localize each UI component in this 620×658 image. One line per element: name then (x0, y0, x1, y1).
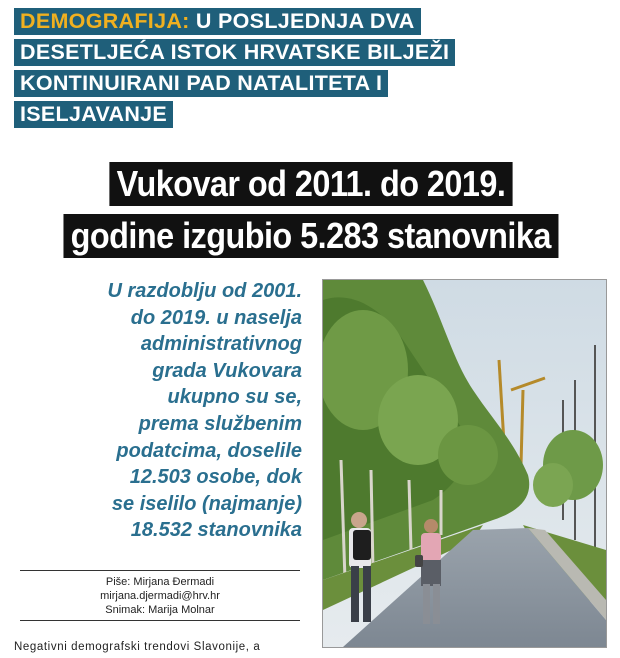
kicker-line-2: DESETLJEĆA ISTOK HRVATSKE BILJEŽI (14, 39, 455, 66)
kicker-category: DEMOGRAFIJA: (20, 9, 190, 33)
lead-paragraph (18, 278, 302, 544)
photo-illustration (323, 280, 606, 647)
lead-line: podatcima, doselile (116, 439, 302, 462)
kicker (14, 8, 604, 132)
author-email: mirjana.djermadi@hrv.hr (100, 590, 220, 602)
kicker-line-1-text: U POSLJEDNJA DVA (195, 9, 415, 33)
lead-line: do 2019. u naselja (130, 306, 302, 329)
lead-line: prema službenim (138, 412, 302, 435)
lead-line: grada Vukovara (152, 359, 302, 382)
kicker-line-1 (14, 8, 421, 35)
lead-line: ukupno su se, (167, 386, 302, 409)
kicker-line-4: ISELJAVANJE (14, 101, 173, 128)
headline-line-2: godine izgubio 5.283 stanovnika (64, 214, 559, 258)
kicker-line-3: KONTINUIRANI PAD NATALITETA I (14, 70, 388, 97)
lead-line: 12.503 osobe, dok (129, 466, 302, 489)
article-photo (322, 279, 607, 648)
article-body: Negativni demografski trendovi Slavonije, a (14, 641, 261, 653)
lead-line: 18.532 stanovnika (130, 519, 302, 542)
lead-line: U razdoblju od 2001. (107, 280, 302, 302)
headline (16, 162, 606, 266)
lead-line: se iselilo (najmanje) (111, 492, 302, 515)
author-credit: Piše: Mirjana Đermadi (105, 576, 215, 588)
headline-line-1: Vukovar od 2011. do 2019. (109, 162, 512, 206)
lead-line: administrativnog (140, 333, 302, 356)
byline (20, 570, 300, 621)
photo-credit: Snimak: Marija Molnar (105, 604, 215, 616)
